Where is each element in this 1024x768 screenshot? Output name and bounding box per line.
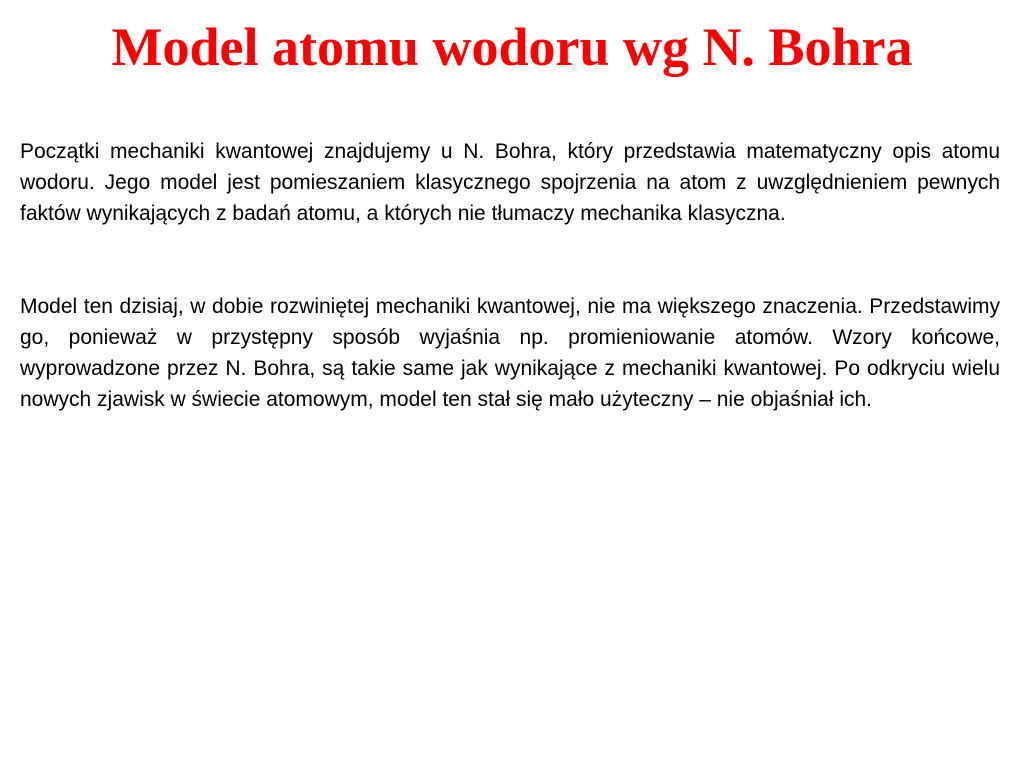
slide-body: [20, 136, 1000, 415]
paragraph-significance: Model ten dzisiaj, w dobie rozwiniętej mechaniki kwantowej, nie ma większego znaczenia. Przedstawimy go, ponieważ w przystępny sposób wyjaśnia np. promieniowanie atomów. Wzory końcowe, wyprowadzone przez N. Bohra, są takie same jak wynikające z mechaniki kwantowej. Po odkryciu wielu nowych zjawisk w świecie atomowym, model ten stał się mało użyteczny – nie objaśniał ich.: [20, 295, 1000, 411]
paragraph-intro: Początki mechaniki kwantowej znajdujemy u N. Bohra, który przedstawia matematyczny opis atomu wodoru. Jego model jest pomieszaniem klasycznego spojrzenia na atom z uwzględnieniem pewnych faktów wynikających z badań atomu, a których nie tłumaczy mechanika klasyczna.: [20, 140, 1000, 225]
slide-title: Model atomu wodoru wg N. Bohra: [111, 17, 913, 77]
